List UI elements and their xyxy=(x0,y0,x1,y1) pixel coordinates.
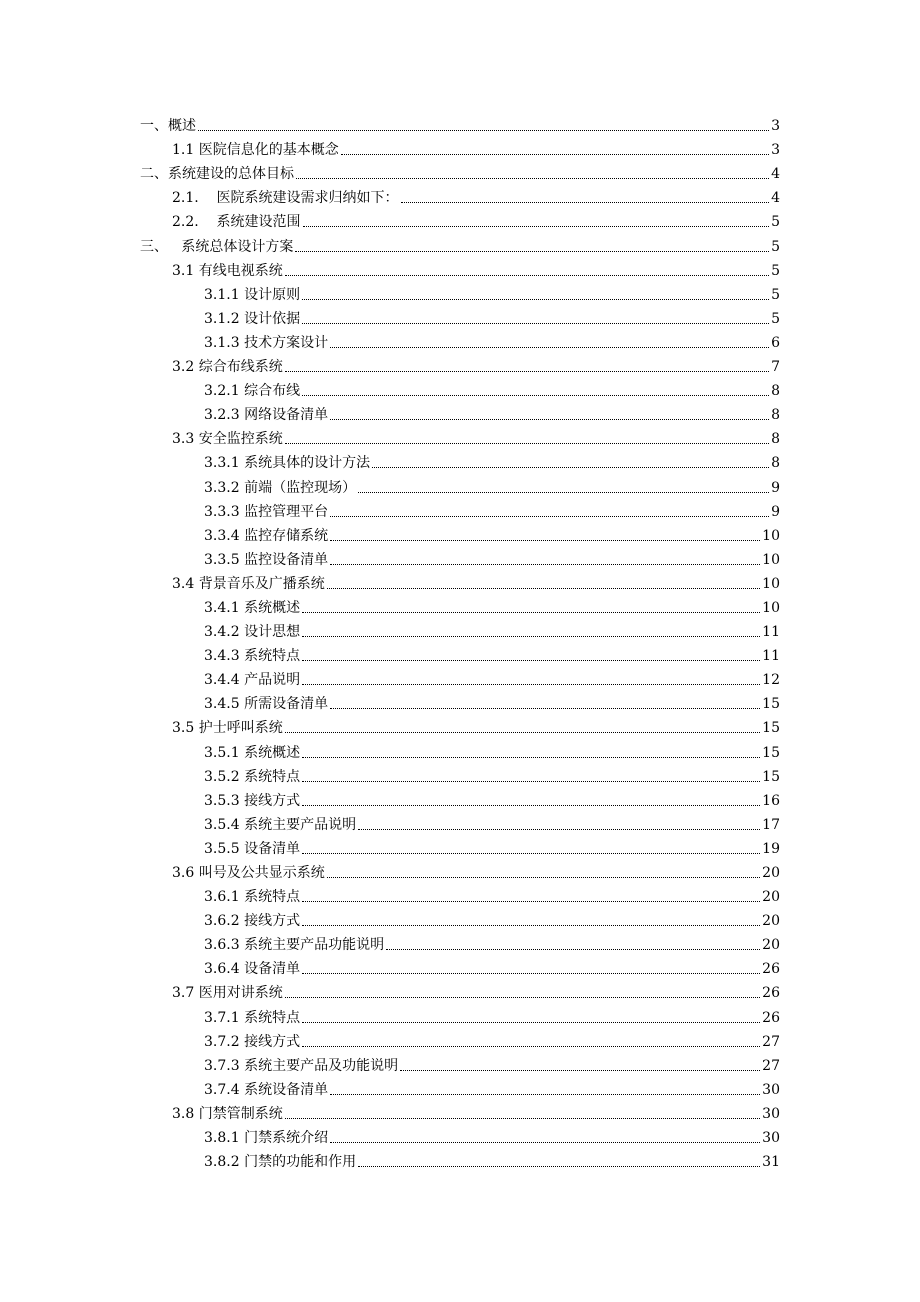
toc-entry[interactable] xyxy=(140,498,780,522)
toc-entry-page-number: 16 xyxy=(762,792,780,809)
toc-entry-page-number: 4 xyxy=(771,166,780,183)
toc-entry-title: 3.4.5 所需设备清单 xyxy=(204,696,329,713)
toc-entry[interactable] xyxy=(140,160,780,184)
dot-leader xyxy=(285,732,760,733)
toc-entry-page-number: 11 xyxy=(762,624,780,641)
dot-leader xyxy=(400,1070,760,1071)
dot-leader xyxy=(302,973,760,974)
dot-leader xyxy=(330,708,760,709)
toc-entry-title: 2.2. 系统建设范围 xyxy=(172,214,301,231)
dot-leader xyxy=(302,757,760,758)
toc-entry-title: 3.2.3 网络设备清单 xyxy=(204,407,329,424)
toc-entry-title: 3.6.1 系统特点 xyxy=(204,889,301,906)
toc-entry-page-number: 7 xyxy=(771,359,780,376)
toc-entry-page-number: 10 xyxy=(762,599,780,616)
dot-leader xyxy=(358,829,760,830)
toc-entry[interactable] xyxy=(140,690,780,714)
toc-entry-title: 三、 系统总体设计方案 xyxy=(140,238,294,255)
table-of-contents xyxy=(140,112,780,1172)
toc-entry-title: 2.1. 医院系统建设需求归纳如下： xyxy=(172,190,399,207)
toc-entry-page-number: 10 xyxy=(762,575,780,592)
toc-entry-title: 3.6.2 接线方式 xyxy=(204,913,301,930)
toc-entry-page-number: 10 xyxy=(762,551,780,568)
toc-entry[interactable] xyxy=(140,112,780,136)
toc-entry-title: 一、概述 xyxy=(140,118,196,135)
toc-entry-title: 3.8.2 门禁的功能和作用 xyxy=(204,1154,357,1171)
toc-entry-title: 3.7.1 系统特点 xyxy=(204,1009,301,1026)
toc-entry-page-number: 15 xyxy=(762,720,780,737)
toc-entry-title: 3.6 叫号及公共显示系统 xyxy=(172,865,325,881)
dot-leader xyxy=(302,781,760,782)
dot-leader xyxy=(302,925,760,926)
toc-entry-title: 3.4.1 系统概述 xyxy=(204,599,301,616)
toc-entry-title: 3.3.3 监控管理平台 xyxy=(204,503,329,520)
toc-entry-page-number: 26 xyxy=(762,985,780,1002)
dot-leader xyxy=(302,395,769,396)
toc-entry-page-number: 3 xyxy=(771,118,780,135)
toc-entry-title: 3.3 安全监控系统 xyxy=(172,431,283,448)
toc-entry-page-number: 10 xyxy=(762,527,780,544)
toc-entry[interactable] xyxy=(140,811,780,835)
toc-entry-page-number: 17 xyxy=(762,816,780,833)
toc-entry[interactable] xyxy=(140,714,780,738)
toc-entry[interactable] xyxy=(140,1003,780,1027)
toc-entry[interactable] xyxy=(140,666,780,690)
toc-entry[interactable] xyxy=(140,232,780,256)
dot-leader xyxy=(302,901,760,902)
toc-entry[interactable] xyxy=(140,473,780,497)
toc-entry-title: 3.4 背景音乐及广播系统 xyxy=(172,575,325,592)
toc-entry[interactable] xyxy=(140,522,780,546)
dot-leader xyxy=(330,564,760,565)
toc-entry[interactable] xyxy=(140,401,780,425)
toc-entry-title: 3.5.1 系统概述 xyxy=(204,744,301,761)
dot-leader xyxy=(327,877,760,878)
dot-leader xyxy=(285,997,760,998)
dot-leader xyxy=(302,1022,760,1023)
toc-entry[interactable] xyxy=(140,208,780,232)
toc-entry-page-number: 6 xyxy=(771,334,780,351)
toc-entry[interactable] xyxy=(140,449,780,473)
toc-entry-page-number: 26 xyxy=(762,961,780,978)
toc-entry-page-number: 31 xyxy=(762,1154,780,1171)
toc-entry-title: 3.3.4 监控存储系统 xyxy=(204,527,329,544)
toc-entry-page-number: 5 xyxy=(771,214,780,231)
toc-entry-title: 3.5 护士呼叫系统 xyxy=(172,720,283,737)
toc-entry-title: 3.5.3 接线方式 xyxy=(204,792,301,809)
toc-entry-page-number: 9 xyxy=(771,479,780,496)
dot-leader xyxy=(358,492,769,493)
toc-entry-title: 二、系统建设的总体目标 xyxy=(140,166,294,183)
toc-entry[interactable] xyxy=(140,642,780,666)
toc-entry-page-number: 5 xyxy=(771,310,780,327)
dot-leader xyxy=(302,660,760,661)
toc-entry[interactable] xyxy=(140,353,780,377)
toc-entry-page-number: 20 xyxy=(762,913,780,930)
toc-entry[interactable] xyxy=(140,1028,780,1052)
dot-leader xyxy=(302,299,769,300)
toc-entry-title: 3.5.4 系统主要产品说明 xyxy=(204,816,357,833)
toc-entry[interactable] xyxy=(140,594,780,618)
dot-leader xyxy=(285,1118,760,1119)
toc-entry[interactable] xyxy=(140,835,780,859)
dot-leader xyxy=(302,1046,760,1047)
toc-entry-page-number: 20 xyxy=(762,865,780,881)
toc-entry[interactable] xyxy=(140,570,780,594)
toc-entry[interactable] xyxy=(140,425,780,449)
toc-entry-title: 3.1.2 设计依据 xyxy=(204,310,301,327)
toc-entry[interactable] xyxy=(140,907,780,931)
toc-entry-page-number: 15 xyxy=(762,696,780,713)
toc-entry-page-number: 27 xyxy=(762,1057,780,1074)
toc-entry-page-number: 20 xyxy=(762,937,780,954)
dot-leader xyxy=(285,371,769,372)
toc-entry[interactable] xyxy=(140,546,780,570)
dot-leader xyxy=(285,275,769,276)
toc-entry-title: 3.1 有线电视系统 xyxy=(172,262,283,279)
dot-leader xyxy=(302,684,760,685)
toc-entry[interactable] xyxy=(140,859,780,883)
toc-entry-title: 3.3.5 监控设备清单 xyxy=(204,551,329,568)
toc-entry[interactable] xyxy=(140,1148,780,1172)
toc-entry[interactable] xyxy=(140,955,780,979)
toc-entry-title: 3.2 综合布线系统 xyxy=(172,359,283,376)
toc-entry-title: 3.7.2 接线方式 xyxy=(204,1033,301,1050)
toc-entry-title: 3.7.4 系统设备清单 xyxy=(204,1081,329,1098)
toc-entry-page-number: 4 xyxy=(771,190,780,207)
toc-entry-title: 1.1 医院信息化的基本概念 xyxy=(172,142,339,159)
dot-leader xyxy=(327,588,760,589)
toc-entry-title: 3.4.4 产品说明 xyxy=(204,672,301,689)
toc-entry-title: 3.1.3 技术方案设计 xyxy=(204,334,329,351)
toc-entry[interactable] xyxy=(140,883,780,907)
toc-entry[interactable] xyxy=(140,763,780,787)
dot-leader xyxy=(358,1166,760,1167)
dot-leader xyxy=(302,853,760,854)
dot-leader xyxy=(198,130,769,131)
toc-entry[interactable] xyxy=(140,305,780,329)
dot-leader xyxy=(303,226,770,227)
toc-entry[interactable] xyxy=(140,1076,780,1100)
toc-entry[interactable] xyxy=(140,184,780,208)
toc-entry[interactable] xyxy=(140,738,780,762)
toc-entry-page-number: 5 xyxy=(771,286,780,303)
toc-entry-page-number: 30 xyxy=(762,1130,780,1147)
toc-entry[interactable] xyxy=(140,329,780,353)
dot-leader xyxy=(330,419,769,420)
toc-entry-page-number: 11 xyxy=(762,648,780,665)
dot-leader xyxy=(295,251,769,252)
toc-entry-title: 3.8 门禁管制系统 xyxy=(172,1105,283,1122)
toc-entry[interactable] xyxy=(140,1124,780,1148)
toc-entry-title: 3.6.3 系统主要产品功能说明 xyxy=(204,937,385,954)
toc-entry-title: 3.7.3 系统主要产品及功能说明 xyxy=(204,1057,399,1074)
toc-entry-page-number: 15 xyxy=(762,744,780,761)
toc-entry-page-number: 8 xyxy=(771,431,780,448)
toc-entry[interactable] xyxy=(140,979,780,1003)
dot-leader xyxy=(330,516,769,517)
toc-entry-page-number: 8 xyxy=(771,407,780,424)
dot-leader xyxy=(401,202,770,203)
toc-entry-page-number: 8 xyxy=(771,383,780,400)
toc-entry[interactable] xyxy=(140,257,780,281)
dot-leader xyxy=(341,154,769,155)
dot-leader xyxy=(296,178,769,179)
toc-entry-title: 3.4.2 设计思想 xyxy=(204,624,301,641)
toc-entry[interactable] xyxy=(140,377,780,401)
toc-entry-title: 3.4.3 系统特点 xyxy=(204,648,301,665)
toc-entry-title: 3.3.2 前端（监控现场） xyxy=(204,479,357,496)
toc-entry[interactable] xyxy=(140,281,780,305)
toc-entry-title: 3.5.5 设备清单 xyxy=(204,840,301,857)
toc-entry[interactable] xyxy=(140,787,780,811)
toc-entry-page-number: 3 xyxy=(771,142,780,159)
toc-entry-title: 3.1.1 设计原则 xyxy=(204,286,301,303)
dot-leader xyxy=(302,323,769,324)
toc-entry-page-number: 20 xyxy=(762,889,780,906)
dot-leader xyxy=(330,347,769,348)
toc-entry-page-number: 19 xyxy=(762,840,780,857)
toc-entry-title: 3.7 医用对讲系统 xyxy=(172,985,283,1002)
dot-leader xyxy=(330,540,760,541)
dot-leader xyxy=(386,949,760,950)
dot-leader xyxy=(302,805,760,806)
dot-leader xyxy=(330,1142,760,1143)
dot-leader xyxy=(302,636,760,637)
toc-entry[interactable] xyxy=(140,618,780,642)
toc-entry-page-number: 12 xyxy=(762,672,780,689)
toc-entry-title: 3.8.1 门禁系统介绍 xyxy=(204,1130,329,1147)
dot-leader xyxy=(302,612,760,613)
toc-entry[interactable] xyxy=(140,931,780,955)
toc-entry-page-number: 9 xyxy=(771,503,780,520)
toc-entry-page-number: 30 xyxy=(762,1105,780,1122)
toc-entry-page-number: 5 xyxy=(771,262,780,279)
toc-entry-title: 3.5.2 系统特点 xyxy=(204,768,301,785)
toc-entry[interactable] xyxy=(140,1100,780,1124)
toc-entry-page-number: 26 xyxy=(762,1009,780,1026)
toc-entry-page-number: 30 xyxy=(762,1081,780,1098)
toc-entry-page-number: 27 xyxy=(762,1033,780,1050)
toc-entry-page-number: 5 xyxy=(771,238,780,255)
dot-leader xyxy=(285,443,769,444)
toc-entry[interactable] xyxy=(140,1052,780,1076)
toc-entry[interactable] xyxy=(140,136,780,160)
toc-entry-title: 3.2.1 综合布线 xyxy=(204,383,301,400)
dot-leader xyxy=(372,467,769,468)
dot-leader xyxy=(330,1094,760,1095)
toc-entry-page-number: 15 xyxy=(762,768,780,785)
toc-entry-page-number: 8 xyxy=(771,455,780,472)
toc-entry-title: 3.3.1 系统具体的设计方法 xyxy=(204,455,371,472)
toc-entry-title: 3.6.4 设备清单 xyxy=(204,961,301,978)
